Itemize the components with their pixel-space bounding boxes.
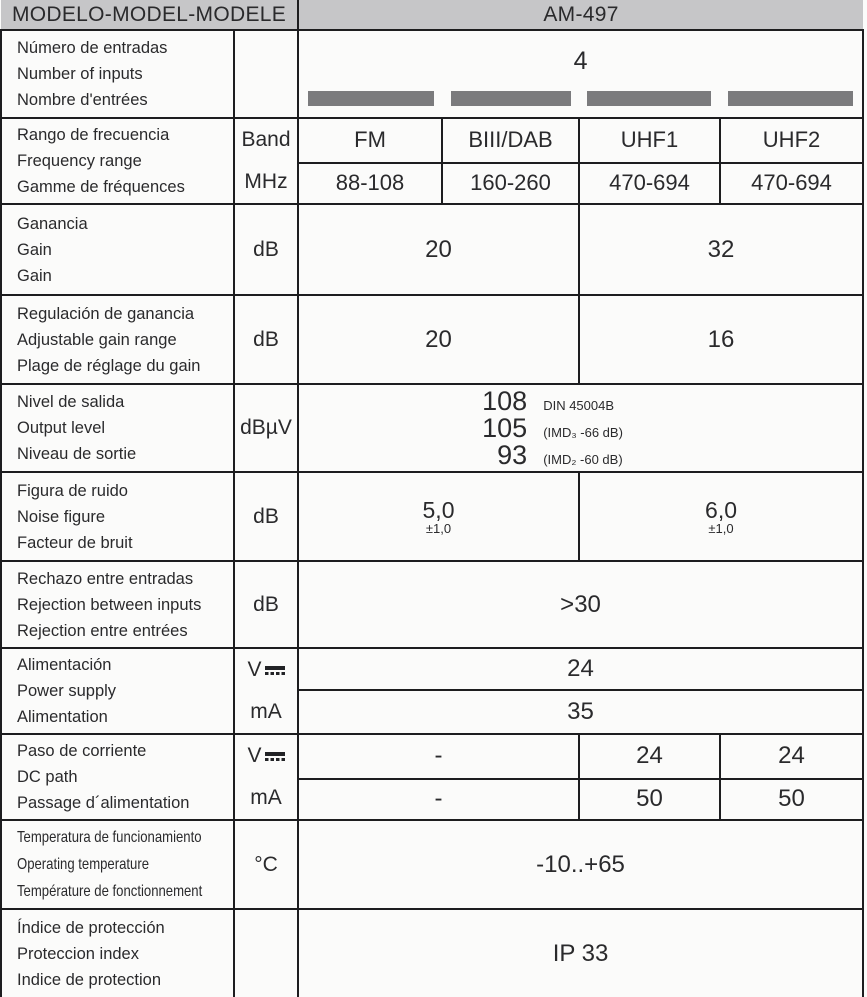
- power-supply-unit-v: V: [235, 649, 297, 691]
- noise-figure-label-en: Noise figure: [17, 507, 106, 526]
- row-protection-index: [1, 909, 863, 997]
- power-supply-voltage: 24: [298, 648, 863, 690]
- dc-path-v-fm-biii: -: [298, 734, 579, 779]
- input-indicator-bar: [587, 91, 711, 106]
- gain-label-fr: Gain: [17, 266, 52, 285]
- output-level-note: (IMD₃ -66 dB): [543, 425, 623, 440]
- output-level-value: 108: [482, 386, 528, 416]
- frequency-label-en: Frequency range: [17, 152, 142, 170]
- frequency-unit-mhz: MHz: [244, 170, 288, 193]
- inputs-value-cell: [298, 30, 863, 118]
- range-uhf1: 470-694: [579, 163, 720, 204]
- power-supply-unit-ma: mA: [250, 700, 282, 723]
- adjustable-gain-label: [1, 295, 234, 384]
- dc-path-unit-ma: mA: [250, 786, 282, 809]
- frequency-unit-band: Band: [241, 128, 291, 151]
- noise-figure-value: 5,0: [422, 497, 455, 523]
- frequency-label-fr: Gamme de fréquences: [17, 178, 185, 196]
- adjustable-gain-value-uhf: 16: [579, 295, 863, 384]
- dc-path-unit-v: V: [235, 735, 297, 777]
- protection-label-fr: Indice de protection: [17, 970, 162, 989]
- rejection-label: [1, 561, 234, 648]
- adjustable-gain-label-en: Adjustable gain range: [17, 330, 177, 349]
- dc-path-label-es: Paso de corriente: [17, 742, 147, 760]
- dc-path-ma-fm-biii: -: [298, 779, 579, 820]
- band-uhf1: UHF1: [579, 118, 720, 163]
- noise-figure-fm-biii: [298, 472, 579, 561]
- gain-label-es: Ganancia: [17, 214, 88, 233]
- row-inputs: [1, 30, 863, 118]
- power-supply-label-es: Alimentación: [17, 656, 112, 674]
- temperature-unit: °C: [234, 820, 298, 909]
- gain-unit: dB: [234, 204, 298, 295]
- frequency-label: [1, 118, 234, 204]
- band-biii-dab: BIII/DAB: [442, 118, 579, 163]
- power-supply-label-en: Power supply: [17, 682, 117, 700]
- protection-label-es: Índice de protección: [17, 918, 165, 937]
- power-supply-label: [1, 648, 234, 734]
- gain-label: [1, 204, 234, 295]
- noise-figure-tolerance: ±1,0: [708, 521, 734, 536]
- inputs-label: [1, 30, 234, 118]
- row-adjustable-gain: [1, 295, 863, 384]
- power-supply-label-fr: Alimentation: [17, 708, 108, 726]
- dc-path-label-fr: Passage d´alimentation: [17, 794, 190, 812]
- inputs-label-en: Number of inputs: [17, 65, 143, 83]
- noise-figure-label-fr: Facteur de bruit: [17, 533, 133, 552]
- output-level-value: 93: [497, 440, 528, 470]
- output-level-value-cell: [298, 384, 863, 472]
- output-level-note: (IMD₂ -60 dB): [543, 452, 623, 467]
- dc-symbol-icon: [265, 666, 285, 675]
- adjustable-gain-label-es: Regulación de ganancia: [17, 304, 195, 323]
- input-indicator-bars: [299, 91, 862, 106]
- noise-figure-uhf: [579, 472, 863, 561]
- temperature-label-es: Temperatura de funcionamiento: [17, 829, 202, 846]
- row-dc-path-v: [1, 734, 863, 779]
- output-level-note: DIN 45004B: [543, 398, 615, 413]
- dc-path-label: [1, 734, 234, 820]
- noise-figure-value: 6,0: [705, 497, 738, 523]
- dc-path-ma-uhf1: 50: [579, 779, 720, 820]
- inputs-label-fr: Nombre d'entrées: [17, 91, 148, 109]
- adjustable-gain-value-fm-biii: 20: [298, 295, 579, 384]
- noise-figure-label-es: Figura de ruido: [17, 481, 128, 500]
- row-gain: [1, 204, 863, 295]
- row-output-level: [1, 384, 863, 472]
- protection-value: IP 33: [298, 909, 863, 997]
- inputs-label-es: Número de entradas: [17, 39, 168, 57]
- output-level-values: [298, 388, 834, 468]
- protection-unit-empty: [234, 909, 298, 997]
- frequency-unit-cell: [234, 118, 298, 204]
- adjustable-gain-unit: dB: [234, 295, 298, 384]
- row-temperature: [1, 820, 863, 909]
- gain-value-uhf: 32: [579, 204, 863, 295]
- rejection-label-es: Rechazo entre entradas: [17, 569, 194, 588]
- gain-label-en: Gain: [17, 240, 52, 259]
- gain-value-fm-biii: 20: [298, 204, 579, 295]
- row-noise-figure: [1, 472, 863, 561]
- output-level-label-fr: Niveau de sortie: [17, 445, 137, 463]
- inputs-unit-empty: [234, 30, 298, 118]
- row-rejection: [1, 561, 863, 648]
- noise-figure-tolerance: ±1,0: [425, 521, 452, 536]
- noise-figure-unit: dB: [234, 472, 298, 561]
- temperature-value: -10..+65: [298, 820, 863, 909]
- output-level-label-en: Output level: [17, 419, 106, 437]
- model-header-value: AM-497: [298, 0, 863, 30]
- model-header-label: MODELO-MODEL-MODELE: [1, 0, 298, 30]
- temperature-label-en: Operating temperature: [17, 856, 150, 873]
- range-fm: 88-108: [298, 163, 442, 204]
- rejection-label-en: Rejection between inputs: [17, 595, 202, 614]
- band-uhf2: UHF2: [720, 118, 863, 163]
- dc-path-v-uhf1: 24: [579, 734, 720, 779]
- inputs-inner: [299, 31, 862, 111]
- output-level-value: 105: [482, 413, 528, 443]
- dc-symbol-icon: [265, 752, 285, 761]
- output-level-label-es: Nivel de salida: [17, 393, 125, 411]
- power-supply-unit-cell: [234, 648, 298, 734]
- power-supply-current: 35: [298, 690, 863, 734]
- input-indicator-bar: [308, 91, 434, 106]
- row-power-supply-v: [1, 648, 863, 690]
- rejection-unit: dB: [234, 561, 298, 648]
- protection-label-en: Proteccion index: [17, 944, 139, 963]
- frequency-label-es: Rango de frecuencia: [17, 126, 170, 144]
- protection-label: [1, 909, 234, 997]
- temperature-label: [1, 820, 234, 909]
- dc-path-v-uhf2: 24: [720, 734, 863, 779]
- output-level-label: [1, 384, 234, 472]
- adjustable-gain-label-fr: Plage de réglage du gain: [17, 356, 201, 375]
- row-frequency-bands: [1, 118, 863, 163]
- range-uhf2: 470-694: [720, 163, 863, 204]
- header-row: [1, 0, 863, 30]
- input-indicator-bar: [728, 91, 853, 106]
- temperature-label-fr: Température de fonctionnement: [17, 883, 203, 900]
- inputs-count: 4: [573, 46, 588, 75]
- band-fm: FM: [298, 118, 442, 163]
- output-level-unit: dBµV: [234, 384, 298, 472]
- input-indicator-bar: [451, 91, 571, 106]
- dc-path-label-en: DC path: [17, 768, 78, 786]
- dc-path-ma-uhf2: 50: [720, 779, 863, 820]
- rejection-label-fr: Rejection entre entrées: [17, 621, 188, 640]
- range-biii-dab: 160-260: [442, 163, 579, 204]
- rejection-value: >30: [298, 561, 863, 648]
- dc-path-unit-cell: [234, 734, 298, 820]
- noise-figure-label: [1, 472, 234, 561]
